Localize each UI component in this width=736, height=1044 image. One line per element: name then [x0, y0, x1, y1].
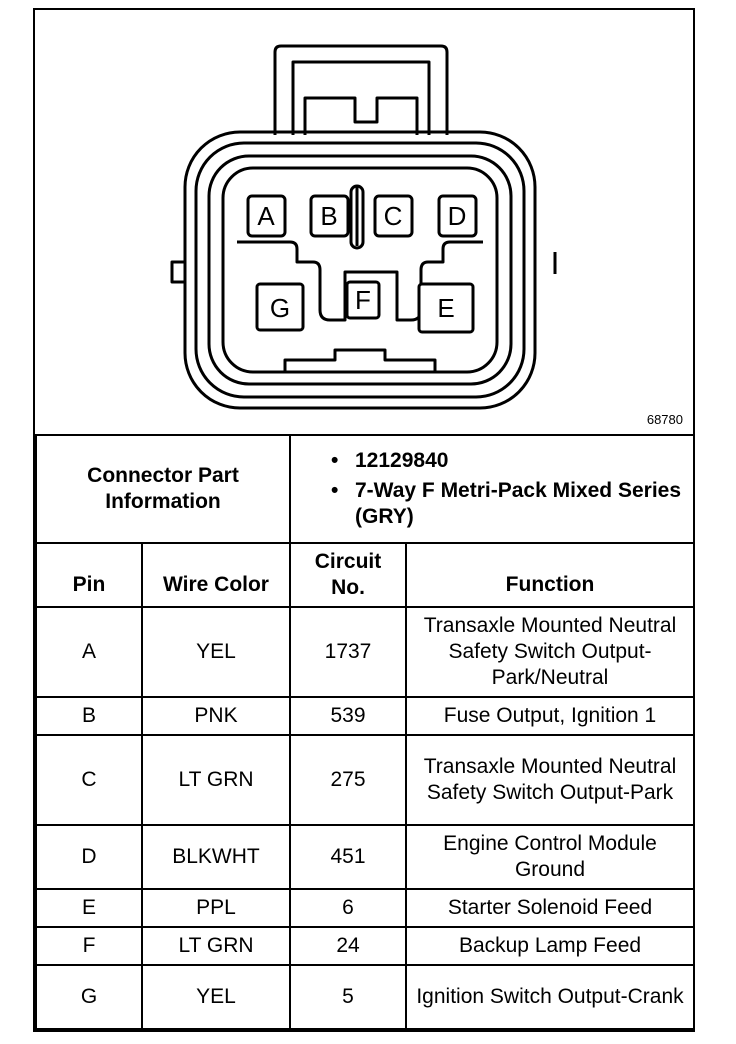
circuit-cell: 24 — [290, 927, 406, 965]
function-cell: Starter Solenoid Feed — [406, 889, 694, 927]
function-cell: Backup Lamp Feed — [406, 927, 694, 965]
table-row — [36, 825, 694, 889]
connector-info-label-text: Connector Part Information — [87, 464, 239, 513]
pin-cell: B — [36, 697, 142, 735]
header-row — [36, 543, 694, 607]
table-row — [36, 697, 694, 735]
circuit-cell: 451 — [290, 825, 406, 889]
table-row — [36, 607, 694, 697]
pin-cell: D — [36, 825, 142, 889]
connector-info-item: • 7-Way F Metri-Pack Mixed Series (GRY) — [331, 478, 689, 530]
function-cell: Transaxle Mounted Neutral Safety Switch Output-Park/Neutral — [406, 607, 694, 697]
column-header-circuit-no-text: Circuit No. — [314, 550, 382, 599]
function-cell: Fuse Output, Ignition 1 — [406, 697, 694, 735]
pin-label-a: A — [257, 201, 275, 231]
function-cell: Ignition Switch Output-Crank — [406, 965, 694, 1029]
pin-cell: A — [36, 607, 142, 697]
column-header-function: Function — [406, 543, 694, 607]
wire-color-cell: PPL — [142, 889, 290, 927]
function-cell: Engine Control Module Ground — [406, 825, 694, 889]
wire-color-cell: PNK — [142, 697, 290, 735]
pin-cell: E — [36, 889, 142, 927]
wire-color-cell: YEL — [142, 607, 290, 697]
pin-label-c: C — [383, 201, 403, 231]
table-row — [36, 889, 694, 927]
circuit-cell: 539 — [290, 697, 406, 735]
pin-label-f: F — [355, 285, 371, 315]
wire-color-cell: YEL — [142, 965, 290, 1029]
connector-info-row — [36, 435, 694, 543]
bottom-key — [285, 350, 435, 372]
housing-ring-2 — [196, 143, 524, 397]
pin-cell: F — [36, 927, 142, 965]
column-header-wire-color: Wire Color — [142, 543, 290, 607]
wire-color-cell: LT GRN — [142, 927, 290, 965]
connector-info-item: • 12129840 — [331, 448, 689, 474]
connector-diagram — [35, 10, 693, 434]
pin-label-b: B — [320, 201, 338, 231]
wire-color-cell: LT GRN — [142, 735, 290, 825]
table-row — [36, 735, 694, 825]
connector-face-drawing — [35, 10, 693, 434]
wire-color-cell: BLKWHT — [142, 825, 290, 889]
connector-frame — [33, 8, 695, 1032]
function-cell: Transaxle Mounted Neutral Safety Switch Output-Park — [406, 735, 694, 825]
latch-tab — [305, 98, 417, 135]
column-header-circuit-no — [290, 543, 406, 607]
circuit-cell: 5 — [290, 965, 406, 1029]
table-row — [36, 965, 694, 1029]
circuit-cell: 1737 — [290, 607, 406, 697]
pin-cell: C — [36, 735, 142, 825]
pin-cell: G — [36, 965, 142, 1029]
connector-info-items — [290, 435, 694, 543]
table-row — [36, 927, 694, 965]
figure-number: 68780 — [646, 412, 683, 427]
pin-label-e: E — [437, 293, 455, 323]
pin-label-g: G — [269, 293, 291, 323]
pin-label-d: D — [447, 201, 467, 231]
connector-info-list — [331, 448, 689, 530]
column-header-pin: Pin — [36, 543, 142, 607]
pin-table — [35, 434, 695, 1030]
connector-info-label — [36, 435, 290, 543]
left-tab — [172, 262, 185, 282]
circuit-cell: 275 — [290, 735, 406, 825]
circuit-cell: 6 — [290, 889, 406, 927]
